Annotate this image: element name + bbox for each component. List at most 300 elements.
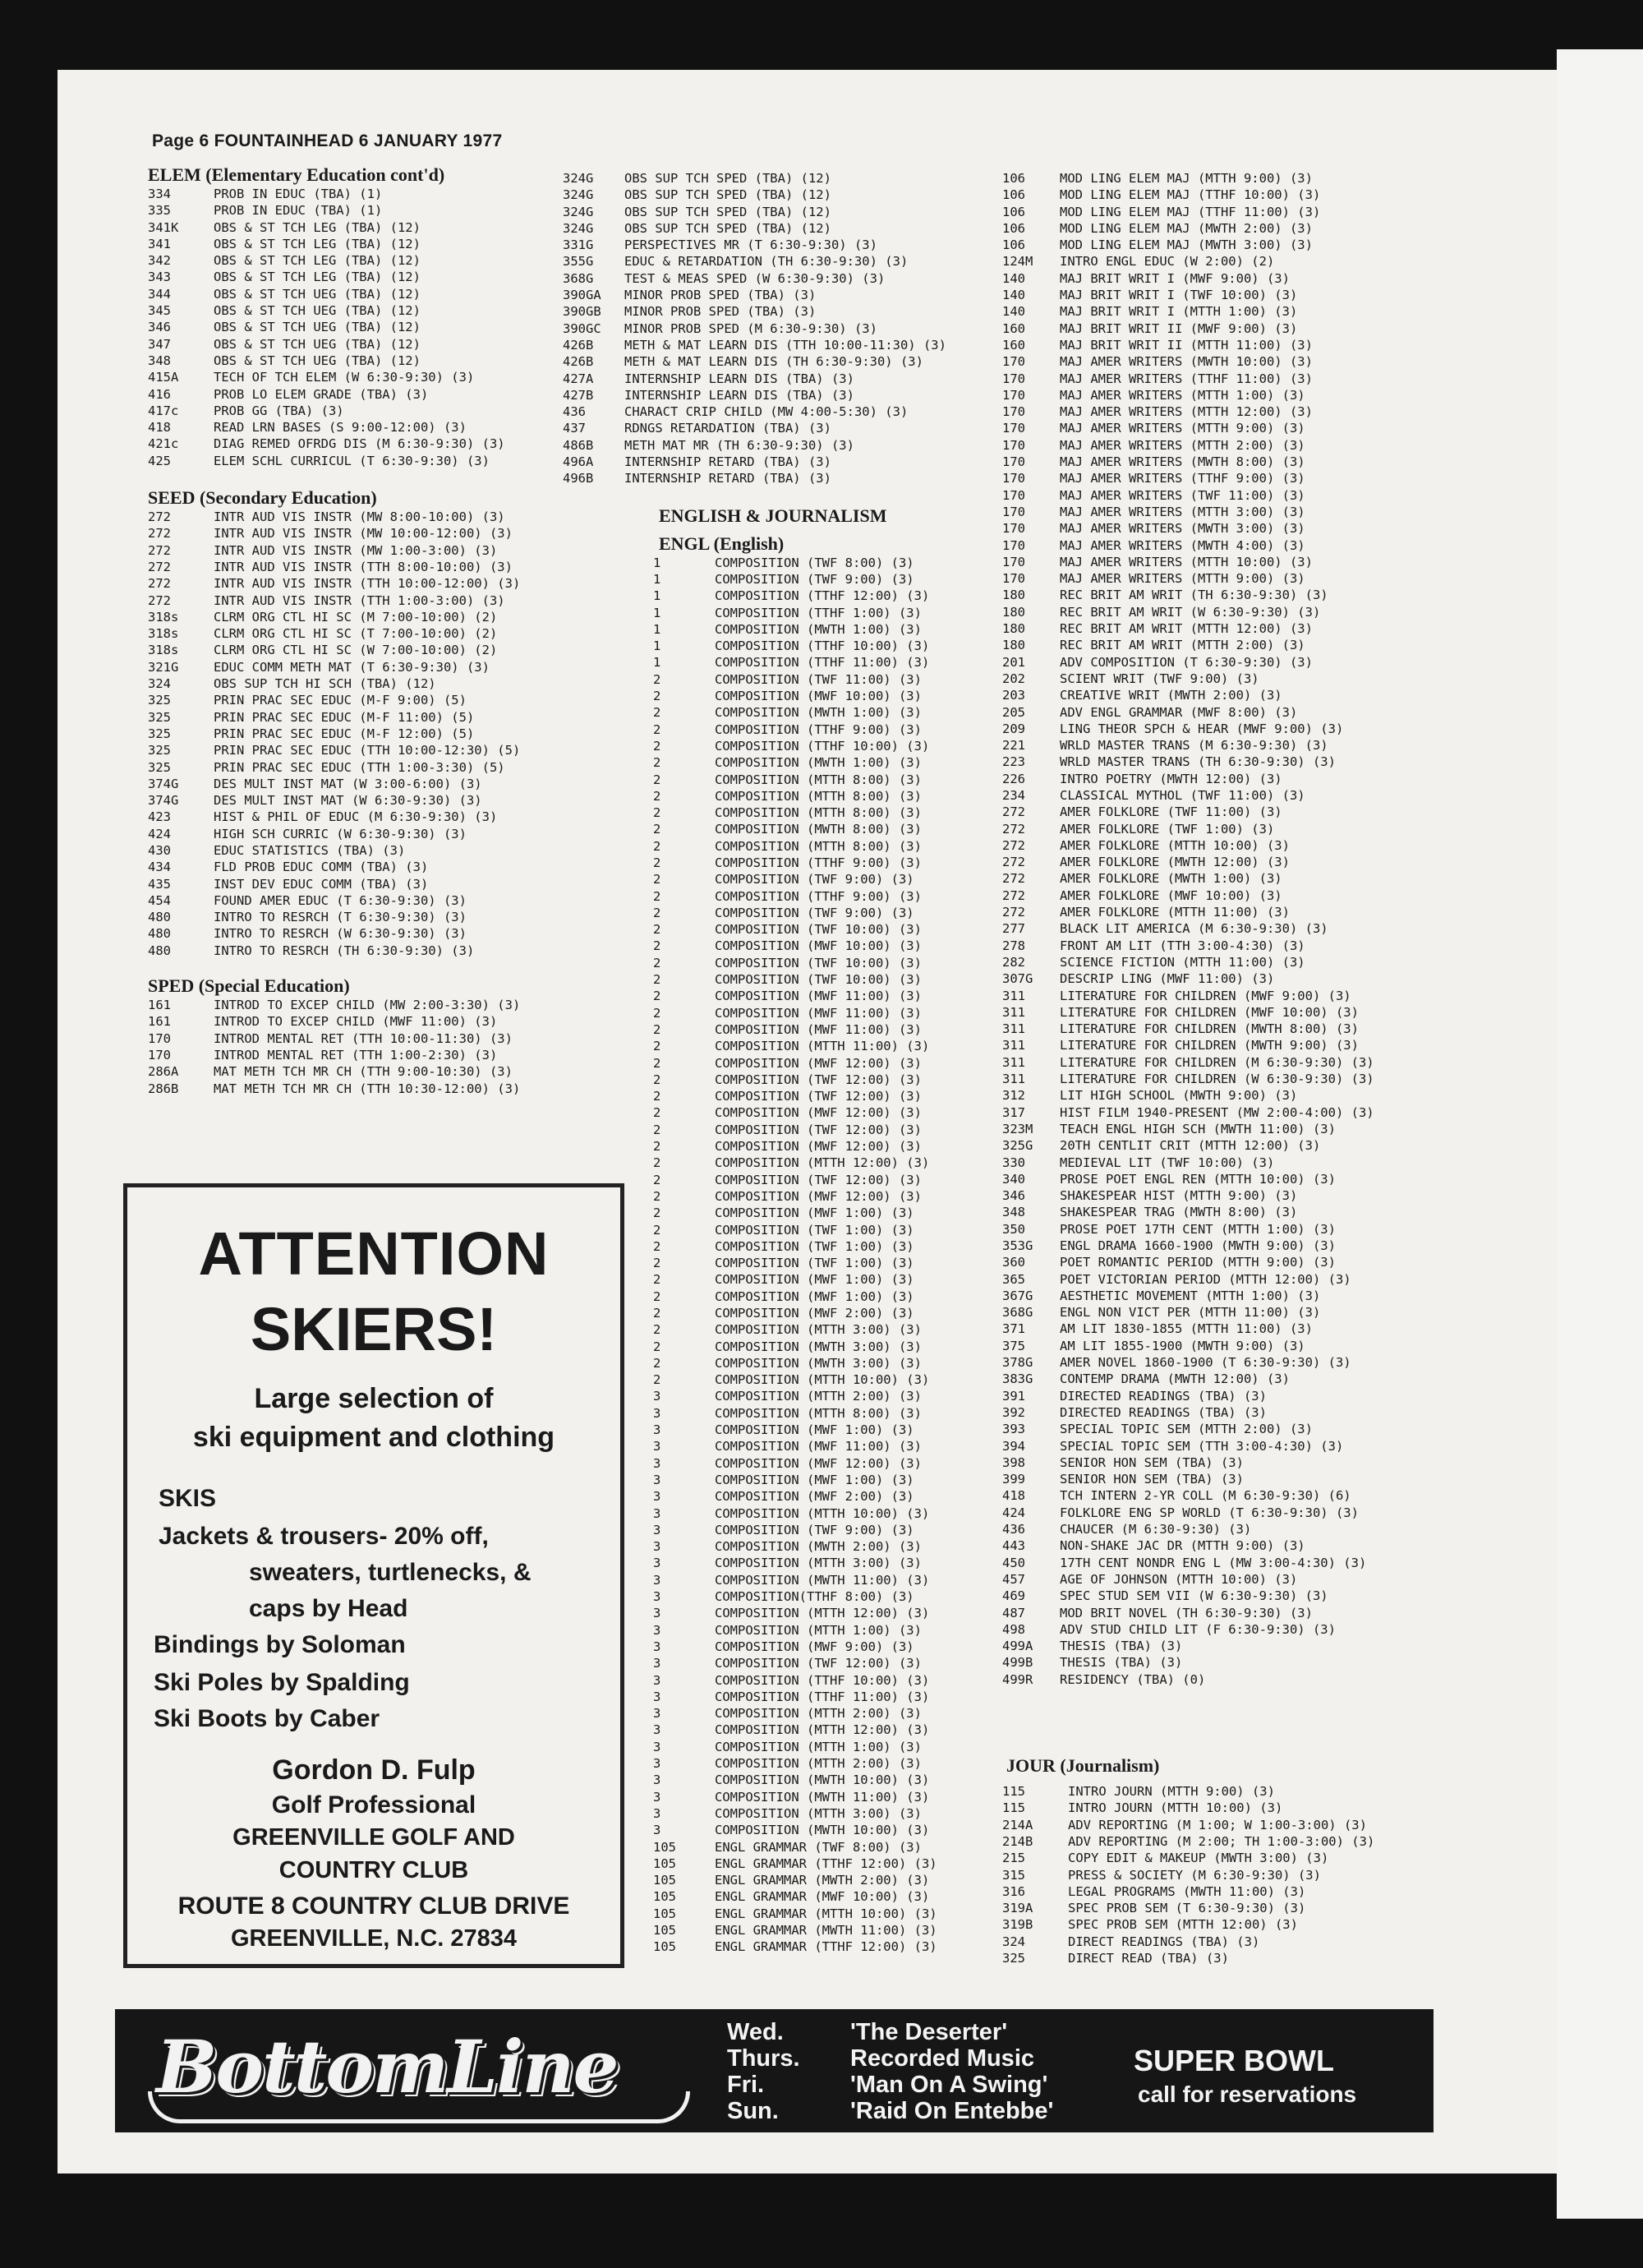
course-row bbox=[1002, 1783, 1374, 1800]
course-title: COMPOSITION (MWF 1:00) (3) bbox=[715, 1288, 914, 1304]
course-number: 325 bbox=[148, 743, 171, 758]
course-number: 365 bbox=[1002, 1271, 1025, 1287]
course-number: 140 bbox=[1002, 270, 1025, 286]
course-number: 286B bbox=[148, 1081, 179, 1096]
course-number: 334 bbox=[148, 187, 171, 201]
course-row bbox=[148, 559, 520, 575]
course-row bbox=[148, 997, 520, 1013]
column-1 bbox=[148, 164, 520, 1097]
course-row bbox=[1002, 371, 1374, 387]
course-number: 3 bbox=[653, 1789, 661, 1805]
course-title: AGE OF JOHNSON (MTTH 10:00) (3) bbox=[1060, 1571, 1298, 1587]
course-number: 170 bbox=[148, 1030, 171, 1046]
course-number: 325 bbox=[1002, 1950, 1025, 1966]
course-number: 1 bbox=[653, 605, 661, 620]
course-title: READ LRN BASES (S 9:00-12:00) (3) bbox=[214, 420, 467, 436]
course-row bbox=[148, 659, 520, 675]
course-number: 318s bbox=[148, 626, 179, 642]
course-title: AMER FOLKLORE (MWTH 1:00) (3) bbox=[1060, 871, 1282, 887]
course-number: 2 bbox=[653, 1005, 661, 1021]
course-number: 436 bbox=[1002, 1522, 1025, 1537]
course-row bbox=[1002, 403, 1374, 420]
course-number: 234 bbox=[1002, 787, 1025, 803]
course-number: 214B bbox=[1002, 1833, 1033, 1849]
course-row bbox=[148, 542, 520, 559]
course-row bbox=[1002, 620, 1374, 637]
course-row bbox=[1002, 1934, 1374, 1950]
course-number: 348 bbox=[1002, 1205, 1025, 1220]
course-number: 3 bbox=[653, 1422, 661, 1438]
course-title: COMPOSITION (TTHF 9:00) (3) bbox=[715, 721, 922, 737]
course-title: COMPOSITION (MWF 11:00) (3) bbox=[715, 1439, 922, 1454]
course-title: COMPOSITION (MWF 11:00) (3) bbox=[715, 989, 922, 1004]
engl-course-list bbox=[653, 555, 946, 1956]
course-row bbox=[1002, 270, 1374, 287]
course-title: COMPOSITION (MWF 12:00) (3) bbox=[715, 1105, 922, 1121]
course-title: COMPOSITION (MWF 1:00) (3) bbox=[715, 1472, 914, 1487]
course-number: 2 bbox=[653, 1355, 661, 1371]
course-row bbox=[1002, 1505, 1374, 1521]
course-row bbox=[1002, 1221, 1374, 1238]
course-row bbox=[653, 1305, 946, 1321]
course-number: 383G bbox=[1002, 1371, 1033, 1387]
course-title: COMPOSITION (TWF 9:00) (3) bbox=[715, 905, 914, 920]
course-title: COMPOSITION (MWF 1:00) (3) bbox=[715, 1272, 914, 1288]
course-title: LIT HIGH SCHOOL (MWTH 9:00) (3) bbox=[1060, 1088, 1298, 1104]
course-number: 390GA bbox=[563, 288, 601, 303]
course-row bbox=[1002, 854, 1374, 870]
course-number: 272 bbox=[148, 509, 171, 525]
course-row bbox=[653, 1922, 946, 1938]
course-number: 342 bbox=[148, 253, 171, 269]
course-title: HIST FILM 1940-PRESENT (MW 2:00-4:00) (3) bbox=[1060, 1104, 1374, 1120]
course-number: 319B bbox=[1002, 1917, 1033, 1933]
course-title: MOD LING ELEM MAJ (MTTH 9:00) (3) bbox=[1060, 171, 1313, 186]
course-number: 2 bbox=[653, 1139, 661, 1155]
course-row bbox=[1002, 570, 1374, 587]
course-row bbox=[653, 1739, 946, 1755]
course-number: 325 bbox=[148, 709, 171, 725]
course-title: SPECIAL TOPIC SEM (TTH 3:00-4:30) (3) bbox=[1060, 1438, 1344, 1454]
course-title: MAJ AMER WRITERS (TTHF 11:00) (3) bbox=[1060, 371, 1313, 386]
course-title: INTROD TO EXCEP CHILD (MWF 11:00) (3) bbox=[214, 1014, 498, 1030]
course-row bbox=[1002, 1487, 1374, 1504]
course-row bbox=[653, 1138, 946, 1155]
course-number: 201 bbox=[1002, 654, 1025, 670]
course-row bbox=[148, 892, 520, 909]
course-number: 325G bbox=[1002, 1138, 1033, 1154]
course-row bbox=[148, 642, 520, 658]
show-fri: 'Man On A Swing' bbox=[850, 2072, 1048, 2098]
course-title: INTRO ENGL EDUC (W 2:00) (2) bbox=[1060, 254, 1275, 270]
course-row bbox=[563, 204, 946, 220]
course-row bbox=[1002, 1037, 1374, 1053]
course-row bbox=[148, 776, 520, 792]
course-row bbox=[148, 353, 520, 369]
course-title: INTR AUD VIS INSTR (TTH 1:00-3:00) (3) bbox=[214, 592, 505, 608]
course-row bbox=[653, 1772, 946, 1788]
course-title: PERSPECTIVES MR (T 6:30-9:30) (3) bbox=[624, 237, 877, 253]
course-number: 335 bbox=[148, 203, 171, 219]
course-number: 321G bbox=[148, 659, 179, 675]
course-number: 390GC bbox=[563, 320, 601, 336]
course-number: 2 bbox=[653, 805, 661, 821]
course-title: CLRM ORG CTL HI SC (M 7:00-10:00) (2) bbox=[214, 609, 498, 625]
course-number: 480 bbox=[148, 926, 171, 942]
course-title: MAJ AMER WRITERS (MTTH 12:00) (3) bbox=[1060, 404, 1313, 420]
course-title: MAJ BRIT WRIT I (MWF 9:00) (3) bbox=[1060, 270, 1290, 286]
course-title: REC BRIT AM WRIT (MTTH 12:00) (3) bbox=[1060, 621, 1313, 637]
course-row bbox=[1002, 1950, 1374, 1966]
course-row bbox=[1002, 1521, 1374, 1537]
course-title: COMPOSITION (TWF 1:00) (3) bbox=[715, 1256, 914, 1271]
course-title: COMPOSITION (MWF 2:00) (3) bbox=[715, 1489, 914, 1505]
course-row bbox=[1002, 754, 1374, 770]
course-number: 105 bbox=[653, 1939, 676, 1955]
course-title: DIRECTED READINGS (TBA) (3) bbox=[1060, 1388, 1267, 1404]
course-number: 416 bbox=[148, 386, 171, 402]
course-number: 378G bbox=[1002, 1355, 1033, 1371]
course-title: INST DEV EDUC COMM (TBA) (3) bbox=[214, 876, 429, 892]
course-row bbox=[1002, 454, 1374, 470]
course-title: METH & MAT LEARN DIS (TTH 10:00-11:30) (3) bbox=[624, 337, 946, 353]
course-title: PRIN PRAC SEC EDUC (M-F 9:00) (5) bbox=[214, 693, 467, 708]
course-number: 486B bbox=[563, 437, 594, 453]
course-number: 3 bbox=[653, 1505, 661, 1521]
course-row bbox=[563, 253, 946, 270]
course-number: 324 bbox=[148, 676, 171, 692]
course-title: AMER FOLKLORE (MTTH 10:00) (3) bbox=[1060, 837, 1290, 853]
course-title: HIST & PHIL OF EDUC (M 6:30-9:30) (3) bbox=[214, 809, 498, 825]
course-title: COMPOSITION (MWF 10:00) (3) bbox=[715, 689, 922, 704]
course-number: 272 bbox=[148, 559, 171, 574]
course-row bbox=[1002, 1421, 1374, 1437]
course-title: COPY EDIT & MAKEUP (MWTH 3:00) (3) bbox=[1068, 1851, 1329, 1866]
course-row bbox=[653, 1705, 946, 1722]
course-number: 3 bbox=[653, 1772, 661, 1788]
course-title: RESIDENCY (TBA) (0) bbox=[1060, 1671, 1206, 1687]
course-number: 106 bbox=[1002, 187, 1025, 203]
course-number: 106 bbox=[1002, 237, 1025, 253]
course-title: MAJ AMER WRITERS (MTTH 9:00) (3) bbox=[1060, 421, 1305, 436]
course-row bbox=[653, 1038, 946, 1054]
course-number: 3 bbox=[653, 1656, 661, 1671]
course-number: 170 bbox=[1002, 454, 1025, 470]
course-title: COMPOSITION (MTTH 2:00) (3) bbox=[715, 1389, 922, 1404]
course-title: PRIN PRAC SEC EDUC (TTH 10:00-12:30) (5) bbox=[214, 743, 521, 758]
course-number: 2 bbox=[653, 1021, 661, 1037]
course-number: 374G bbox=[148, 776, 179, 791]
ad-address-1: ROUTE 8 COUNTRY CLUB DRIVE bbox=[177, 1892, 570, 1920]
course-number: 105 bbox=[653, 1855, 676, 1871]
course-title: INTR AUD VIS INSTR (TTH 10:00-12:00) (3) bbox=[214, 576, 521, 592]
course-title: THESIS (TBA) (3) bbox=[1060, 1655, 1183, 1671]
day-sun: Sun. bbox=[727, 2098, 779, 2124]
course-number: 311 bbox=[1002, 1004, 1025, 1020]
course-number: 374G bbox=[148, 793, 179, 809]
course-title: MAJ BRIT WRIT I (MTTH 1:00) (3) bbox=[1060, 304, 1298, 320]
course-number: 272 bbox=[1002, 855, 1025, 870]
course-number: 170 bbox=[1002, 537, 1025, 553]
course-row bbox=[1002, 887, 1374, 904]
course-number: 170 bbox=[1002, 554, 1025, 569]
course-title: MOD LING ELEM MAJ (TTHF 11:00) (3) bbox=[1060, 204, 1321, 219]
ad-title-skiers: SKIERS! bbox=[250, 1295, 498, 1363]
ad-subtitle-2: ski equipment and clothing bbox=[192, 1422, 555, 1453]
course-number: 106 bbox=[1002, 220, 1025, 236]
course-title: BLACK LIT AMERICA (M 6:30-9:30) (3) bbox=[1060, 921, 1328, 937]
course-row bbox=[1002, 938, 1374, 954]
course-number: 426B bbox=[563, 354, 594, 370]
course-title: FLD PROB EDUC COMM (TBA) (3) bbox=[214, 860, 429, 875]
course-number: 1 bbox=[653, 621, 661, 637]
course-title: INTERNSHIP LEARN DIS (TBA) (3) bbox=[624, 371, 854, 386]
course-title: OBS & ST TCH LEG (TBA) (12) bbox=[214, 236, 421, 251]
ad-club-1: GREENVILLE GOLF AND bbox=[232, 1824, 515, 1851]
course-title: OBS & ST TCH UEG (TBA) (12) bbox=[214, 286, 421, 302]
course-title: COMPOSITION (TTHF 10:00) (3) bbox=[715, 638, 930, 654]
course-row bbox=[1002, 1304, 1374, 1321]
course-row bbox=[563, 187, 946, 203]
course-row bbox=[1002, 320, 1374, 337]
course-title: SPEC PROB SEM (MTTH 12:00) (3) bbox=[1068, 1917, 1298, 1933]
course-row bbox=[653, 888, 946, 905]
course-row bbox=[653, 1789, 946, 1805]
course-number: 341 bbox=[148, 236, 171, 251]
course-row bbox=[1002, 253, 1374, 270]
course-row bbox=[1002, 1404, 1374, 1421]
course-title: TCH INTERN 2-YR COLL (M 6:30-9:30) (6) bbox=[1060, 1488, 1351, 1504]
course-number: 399 bbox=[1002, 1472, 1025, 1487]
course-title: TECH OF TCH ELEM (W 6:30-9:30) (3) bbox=[214, 370, 475, 385]
course-row bbox=[148, 236, 520, 252]
column-3 bbox=[1002, 170, 1374, 1966]
course-number: 202 bbox=[1002, 671, 1025, 686]
course-row bbox=[563, 403, 946, 420]
course-title: MAJ AMER WRITERS (MWTH 4:00) (3) bbox=[1060, 537, 1305, 553]
course-title: COMPOSITION (MWTH 10:00) (3) bbox=[715, 1823, 930, 1838]
course-title: MOD LING ELEM MAJ (MWTH 3:00) (3) bbox=[1060, 237, 1313, 253]
course-number: 499A bbox=[1002, 1639, 1033, 1654]
course-row bbox=[148, 842, 520, 859]
course-row bbox=[653, 1555, 946, 1571]
course-row bbox=[1002, 1371, 1374, 1387]
course-title: HIGH SCH CURRIC (W 6:30-9:30) (3) bbox=[214, 826, 467, 841]
course-number: 1 bbox=[653, 588, 661, 604]
course-row bbox=[653, 1722, 946, 1738]
course-number: 344 bbox=[148, 286, 171, 302]
course-number: 124M bbox=[1002, 254, 1033, 270]
course-row bbox=[653, 1088, 946, 1104]
course-row bbox=[1002, 837, 1374, 854]
course-title: COMPOSITION (MTTH 12:00) (3) bbox=[715, 1722, 930, 1738]
course-title: LITERATURE FOR CHILDREN (MWTH 9:00) (3) bbox=[1060, 1038, 1359, 1053]
course-number: 2 bbox=[653, 955, 661, 970]
course-title: COMPOSITION (MTTH 12:00) (3) bbox=[715, 1606, 930, 1621]
course-number: 223 bbox=[1002, 754, 1025, 770]
course-row bbox=[1002, 787, 1374, 804]
course-row bbox=[148, 726, 520, 742]
course-title: INTROD MENTAL RET (TTH 1:00-2:30) (3) bbox=[214, 1047, 498, 1063]
course-number: 368G bbox=[563, 270, 594, 286]
course-title: OBS & ST TCH LEG (TBA) (12) bbox=[214, 270, 421, 285]
course-number: 2 bbox=[653, 1272, 661, 1288]
course-title: MAJ AMER WRITERS (TWF 11:00) (3) bbox=[1060, 487, 1305, 503]
course-number: 311 bbox=[1002, 1072, 1025, 1087]
course-row bbox=[1002, 420, 1374, 436]
course-row bbox=[148, 709, 520, 726]
course-title: SENIOR HON SEM (TBA) (3) bbox=[1060, 1454, 1244, 1470]
course-title: LITERATURE FOR CHILDREN (W 6:30-9:30) (3) bbox=[1060, 1072, 1374, 1087]
course-title: MINOR PROB SPED (M 6:30-9:30) (3) bbox=[624, 320, 877, 336]
course-row bbox=[1002, 704, 1374, 721]
course-row bbox=[1002, 1204, 1374, 1220]
course-title: OBS SUP TCH HI SCH (TBA) (12) bbox=[214, 676, 436, 692]
course-title: COMPOSITION (MTTH 3:00) (3) bbox=[715, 1556, 922, 1571]
course-row bbox=[563, 237, 946, 253]
course-row bbox=[148, 1063, 520, 1080]
course-row bbox=[563, 387, 946, 403]
course-row bbox=[148, 286, 520, 302]
course-row bbox=[148, 876, 520, 892]
course-row bbox=[653, 921, 946, 938]
course-row bbox=[1002, 1671, 1374, 1688]
course-number: 392 bbox=[1002, 1404, 1025, 1420]
course-title: THESIS (TBA) (3) bbox=[1060, 1639, 1183, 1654]
course-number: 282 bbox=[1002, 954, 1025, 970]
course-title: COMPOSITION (MWF 1:00) (3) bbox=[715, 1422, 914, 1438]
course-number: 2 bbox=[653, 689, 661, 704]
course-row bbox=[1002, 1354, 1374, 1371]
adjacent-page-edge bbox=[1557, 49, 1643, 2219]
course-number: 2 bbox=[653, 1322, 661, 1338]
ad-line-boots: Ski Boots by Caber bbox=[154, 1705, 380, 1732]
course-number: 2 bbox=[653, 1155, 661, 1171]
course-number: 2 bbox=[653, 1072, 661, 1087]
course-title: OBS SUP TCH SPED (TBA) (12) bbox=[624, 220, 831, 236]
course-title: COMPOSITION(TTHF 8:00) (3) bbox=[715, 1589, 914, 1605]
course-title: NON-SHAKE JAC DR (MTTH 9:00) (3) bbox=[1060, 1538, 1305, 1554]
course-number: 3 bbox=[653, 1572, 661, 1588]
course-number: 2 bbox=[653, 755, 661, 771]
course-row bbox=[1002, 1605, 1374, 1621]
course-title: COMPOSITION (MTTH 2:00) (3) bbox=[715, 1756, 922, 1772]
course-title: METH & MAT LEARN DIS (TH 6:30-9:30) (3) bbox=[624, 354, 923, 370]
course-number: 480 bbox=[148, 943, 171, 958]
course-number: 2 bbox=[653, 872, 661, 887]
course-number: 2 bbox=[653, 1188, 661, 1204]
course-number: 3 bbox=[653, 1722, 661, 1738]
course-row bbox=[1002, 637, 1374, 653]
course-row bbox=[653, 1622, 946, 1639]
course-number: 318s bbox=[148, 609, 179, 625]
course-number: 417c bbox=[148, 403, 179, 418]
course-number: 319A bbox=[1002, 1901, 1033, 1916]
course-title: MAT METH TCH MR CH (TTH 10:30-12:00) (3) bbox=[214, 1081, 521, 1096]
course-row bbox=[653, 971, 946, 988]
course-number: 2 bbox=[653, 1339, 661, 1354]
course-row bbox=[653, 788, 946, 804]
course-title: COMPOSITION (TWF 1:00) (3) bbox=[715, 1222, 914, 1238]
course-title: MOD LING ELEM MAJ (MWTH 2:00) (3) bbox=[1060, 220, 1313, 236]
course-number: 324 bbox=[1002, 1934, 1025, 1949]
course-row bbox=[148, 609, 520, 625]
course-row bbox=[1002, 1388, 1374, 1404]
course-title: ENGL GRAMMAR (TTHF 12:00) (3) bbox=[715, 1939, 937, 1955]
course-number: 393 bbox=[1002, 1422, 1025, 1437]
course-row bbox=[148, 1030, 520, 1047]
course-row bbox=[1002, 1338, 1374, 1354]
ad-line-caps: caps by Head bbox=[249, 1595, 408, 1622]
course-row bbox=[1002, 737, 1374, 754]
course-title: COMPOSITION (MWTH 1:00) (3) bbox=[715, 755, 922, 771]
course-number: 2 bbox=[653, 888, 661, 904]
course-number: 325 bbox=[148, 759, 171, 775]
course-number: 209 bbox=[1002, 721, 1025, 736]
course-title: ENGL NON VICT PER (MTTH 11:00) (3) bbox=[1060, 1305, 1321, 1321]
course-title: MOD BRIT NOVEL (TH 6:30-9:30) (3) bbox=[1060, 1605, 1313, 1620]
course-number: 1 bbox=[653, 638, 661, 654]
course-row bbox=[148, 436, 520, 452]
course-number: 272 bbox=[1002, 905, 1025, 920]
course-title: RDNGS RETARDATION (TBA) (3) bbox=[624, 421, 831, 436]
course-row bbox=[1002, 1254, 1374, 1270]
course-row bbox=[1002, 187, 1374, 203]
course-row bbox=[148, 419, 520, 436]
course-row bbox=[148, 525, 520, 542]
course-title: COMPOSITION (MWF 1:00) (3) bbox=[715, 1205, 914, 1221]
ad-subtitle-1: Large selection of bbox=[254, 1383, 494, 1414]
course-title: COMPOSITION (MTTH 10:00) (3) bbox=[715, 1505, 930, 1521]
course-row bbox=[148, 186, 520, 202]
course-row bbox=[1002, 970, 1374, 987]
course-title: EDUC & RETARDATION (TH 6:30-9:30) (3) bbox=[624, 254, 909, 270]
course-row bbox=[148, 925, 520, 942]
course-row bbox=[653, 1104, 946, 1121]
course-title: PRIN PRAC SEC EDUC (M-F 12:00) (5) bbox=[214, 726, 475, 741]
course-row bbox=[653, 1122, 946, 1138]
course-title: OBS & ST TCH UEG (TBA) (12) bbox=[214, 353, 421, 368]
course-row bbox=[653, 1188, 946, 1205]
course-title: AMER FOLKLORE (TWF 1:00) (3) bbox=[1060, 821, 1275, 837]
course-title: INTR AUD VIS INSTR (MW 1:00-3:00) (3) bbox=[214, 542, 498, 558]
course-title: OBS & ST TCH LEG (TBA) (12) bbox=[214, 253, 421, 269]
course-number: 272 bbox=[148, 576, 171, 592]
course-number: 170 bbox=[148, 1047, 171, 1063]
course-number: 398 bbox=[1002, 1454, 1025, 1470]
course-number: 286A bbox=[148, 1064, 179, 1080]
course-row bbox=[148, 575, 520, 592]
course-number: 278 bbox=[1002, 938, 1025, 953]
course-number: 105 bbox=[653, 1889, 676, 1905]
section-heading-jour: JOUR (Journalism) bbox=[1006, 1755, 1160, 1777]
course-number: 180 bbox=[1002, 638, 1025, 653]
course-title: COMPOSITION (TTHF 10:00) (3) bbox=[715, 738, 930, 754]
course-row bbox=[1002, 1121, 1374, 1137]
course-title: ADV REPORTING (M 2:00; TH 1:00-3:00) (3) bbox=[1068, 1833, 1375, 1849]
course-row bbox=[148, 269, 520, 285]
course-number: 487 bbox=[1002, 1605, 1025, 1620]
course-title: INTERNSHIP LEARN DIS (TBA) (3) bbox=[624, 387, 854, 403]
course-number: 317 bbox=[1002, 1104, 1025, 1120]
course-title: WRLD MASTER TRANS (M 6:30-9:30) (3) bbox=[1060, 738, 1328, 754]
course-row bbox=[563, 454, 946, 470]
course-number: 140 bbox=[1002, 288, 1025, 303]
day-fri: Fri. bbox=[727, 2072, 765, 2098]
course-number: 272 bbox=[1002, 887, 1025, 903]
course-number: 499R bbox=[1002, 1671, 1033, 1687]
course-number: 394 bbox=[1002, 1438, 1025, 1454]
